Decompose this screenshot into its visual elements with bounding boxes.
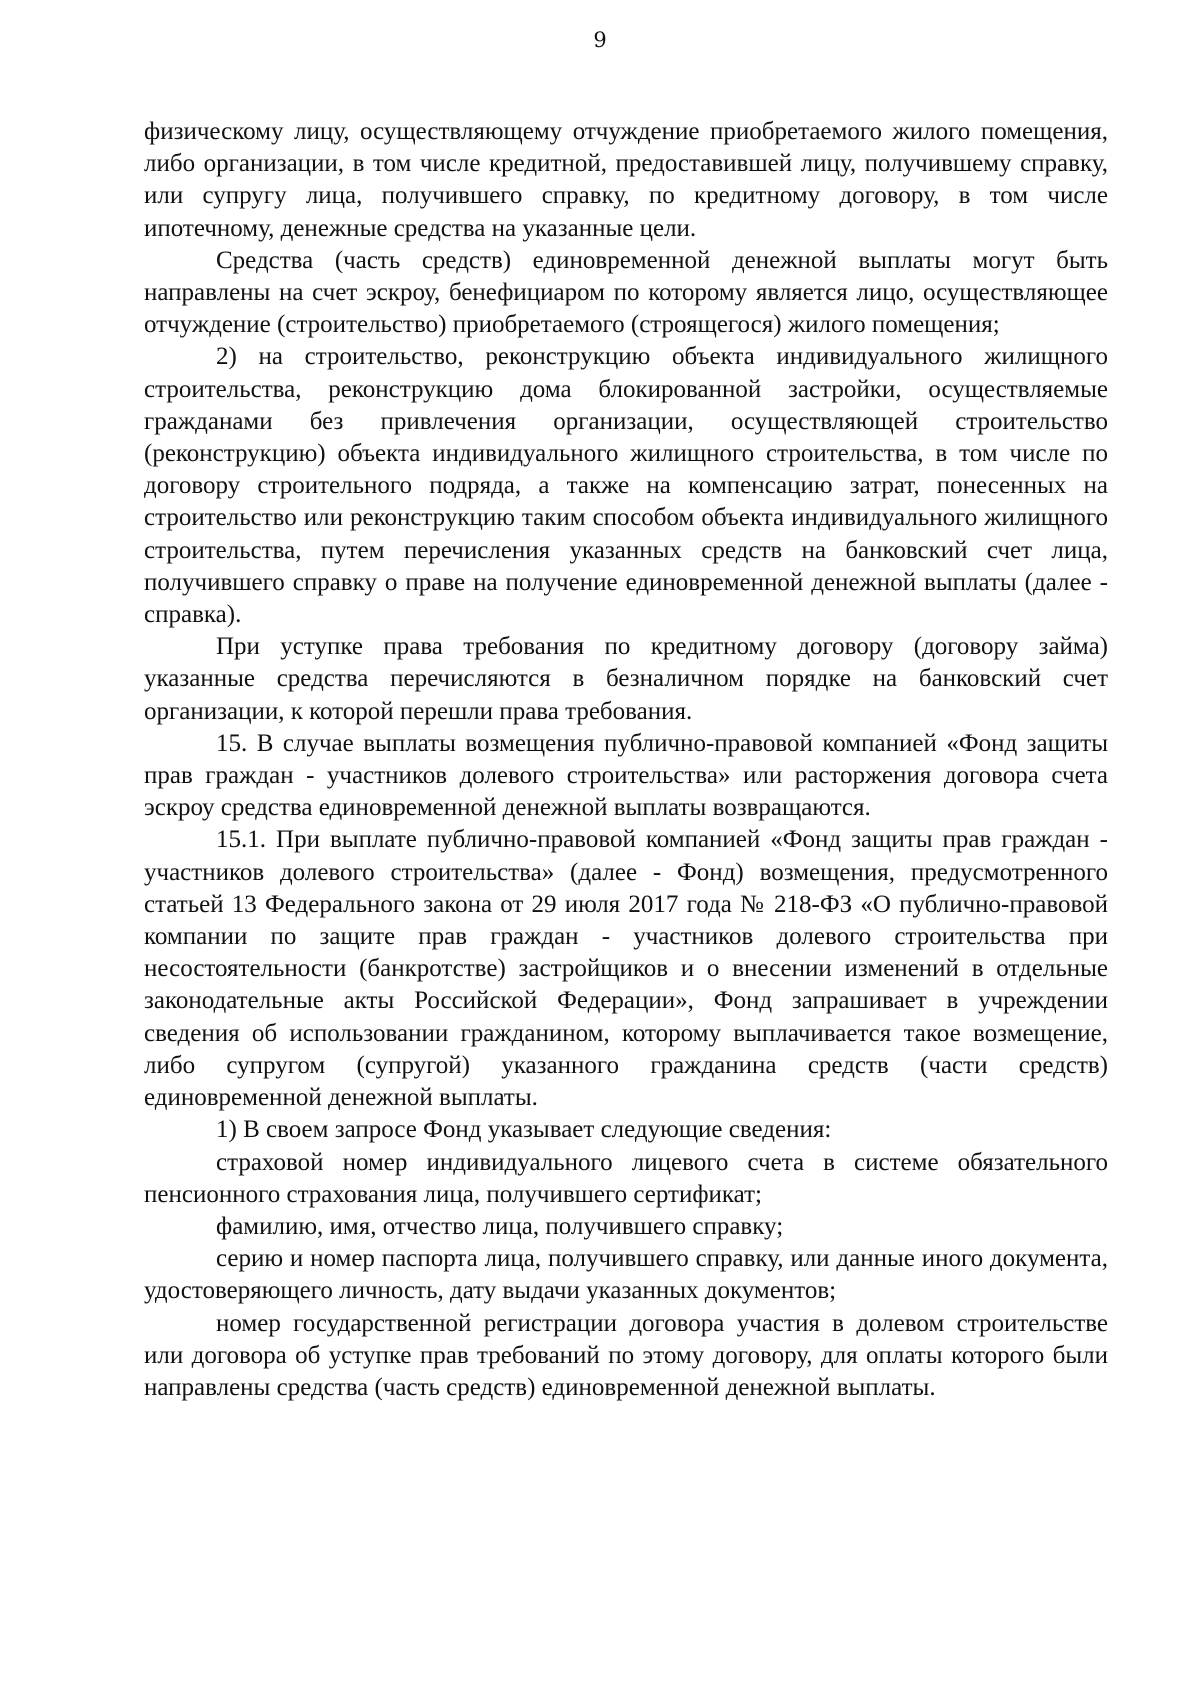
document-body	[144, 116, 1108, 1404]
page-number: 9	[593, 28, 607, 52]
paragraph: физическому лицу, осуществляющему отчуждение приобретаемого жилого помещения, либо организации, в том числе кредитной, предоставившей лицу, получившему справку, или супругу лица, получившего справку, по кредитному договору, в том числе ипотечному, денежные средства на указанные цели.	[144, 118, 1108, 242]
paragraph: номер государственной регистрации договора участия в долевом строительстве или договора об уступке прав требований по этому договору, для оплаты которого были направлены средства (часть средств) единовременной денежной выплаты.	[144, 1309, 1108, 1401]
paragraph: 15. В случае выплаты возмещения публично-правовой компанией «Фонд защиты прав граждан - участников долевого строительства» или расторжения договора счета эскроу средства единовременной денежной выплаты возвращаются.	[144, 729, 1108, 822]
paragraph: серию и номер паспорта лица, получившего справку, или данные иного документа, удостоверяющего личность, дату выдачи указанных документов;	[144, 1245, 1108, 1305]
paragraph: 1) В своем запросе Фонд указывает следующие сведения:	[216, 1116, 832, 1144]
paragraph: фамилию, имя, отчество лица, получившего справку;	[216, 1212, 784, 1240]
paragraph: страховой номер индивидуального лицевого счета в системе обязательного пенсионного страхования лица, получившего сертификат;	[144, 1148, 1108, 1208]
paragraph: 2) на строительство, реконструкцию объекта индивидуального жилищного строительства, реконструкцию дома блокированной застройки, осуществляемые гражданами без привлечения организации, осуществляющей строительство (реконструкцию) объекта индивидуального жилищного строительства, в том числе по договору строительного подряда, а также на компенсацию затрат, понесенных на строительство или реконструкцию таким способом объекта индивидуального жилищного строительства, путем перечисления указанных средств на банковский счет лица, получившего справку о праве на получение единовременной денежной выплаты (далее - справка).	[144, 343, 1108, 629]
paragraph: Средства (часть средств) единовременной денежной выплаты могут быть направлены на счет эскроу, бенефициаром по которому является лицо, осуществляющее отчуждение (строительство) приобретаемого (строящегося) жилого помещения;	[144, 246, 1108, 339]
paragraph: При уступке права требования по кредитному договору (договору займа) указанные средства перечисляются в безналичном порядке на банковский счет организации, к которой перешли права требования.	[144, 633, 1108, 725]
paragraph: 15.1. При выплате публично-правовой компанией «Фонд защиты прав граждан - участников долевого строительства» (далее - Фонд) возмещения, предусмотренного статьей 13 Федерального закона от 29 июля 2017 года № 218-ФЗ «О публично-правовой компании по защите прав граждан - участников долевого строительства при несостоятельности (банкротстве) застройщиков и о внесении изменений в отдельные законодательные акты Российской Федерации», Фонд запрашивает в учреждении сведения об использовании гражданином, которому выплачивается такое возмещение, либо супругом (супругой) указанного гражданина средств (части средств) единовременной денежной выплаты.	[144, 826, 1108, 1112]
